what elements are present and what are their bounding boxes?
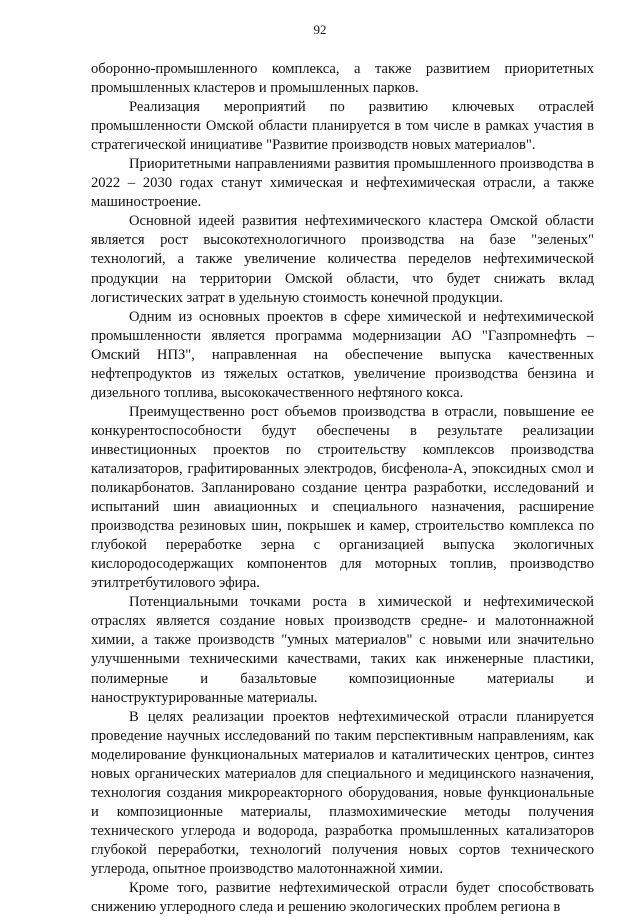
paragraph-cluster-idea: Основной идеей развития нефтехимического кластера Омской области является рост высокотехнологичного производства на базе "зеленых" технологий, а также увеличение количества переделов нефтехимической продукции на территории Омской области, что будет снижать вклад логистических затрат в удельную стоимость конечной продукции. <box>91 213 594 306</box>
paragraph-research-directions: В целях реализации проектов нефтехимической отрасли планируется проведение научных исследований по таким перспективным направлениям, как моделирование функциональных материалов и каталитических центров, синтез новых органических материалов для специального и медицинского назначения, технология создания микрореакторного оборудования, новые функциональные и композиционные материалы, плазмохимические методы получения технического углерода и водорода, разработка промышленных катализаторов глубокой переработки, технологий получения новых сортов технического углерода, опытное производство малотоннажной химии. <box>91 708 594 877</box>
document-body <box>91 60 594 917</box>
paragraph-refinery-modernization: Одним из основных проектов в сфере химической и нефтехимической промышленности является программа модернизации АО "Газпромнефть – Омский НПЗ", направленная на обеспечение выпуска качественных нефтепродуктов из тяжелых остатков, увеличение производства бензина и дизельного топлива, высококачественного нефтяного кокса. <box>91 308 594 401</box>
paragraph-carbon-footprint: Кроме того, развитие нефтехимической отрасли будет способствовать снижению углеродного следа и решению экологических проблем региона в <box>91 880 594 916</box>
page-number: 92 <box>313 22 327 37</box>
paragraph-investment-projects: Преимущественно рост объемов производства в отрасли, повышение ее конкурентоспособности будут обеспечены в результате реализации инвестиционных проектов по строительству комплексов производства катализаторов, графитированных электродов, бисфенола-А, эпоксидных смол и поликарбонатов. Запланировано создание центра разработки, исследований и испытаний шин авиационных и специального назначения, расширение производства резиновых шин, покрышек и камер, строительство комплекса по глубокой переработке зерна с организацией выпуска экологичных кислородосодержащих компонентов для моторных топлив, производство этилтретбутилового эфира. <box>91 403 594 592</box>
paragraph-strategic-initiative: Реализация мероприятий по развитию ключевых отраслей промышленности Омской области планируется в том числе в рамках участия в стратегической инициативе "Развитие производств новых материалов". <box>91 99 594 154</box>
paragraph-growth-points: Потенциальными точками роста в химической и нефтехимической отраслях является создание новых производств средне- и малотоннажной химии, а также производств "умных материалов" с новыми или значительно улучшенными техническими качествами, таких как инженерные пластики, полимерные и базальтовые композиционные материалы и наноструктурированные материалы. <box>91 594 594 706</box>
paragraph-priority-directions: Приоритетными направлениями развития промышленного производства в 2022 – 2030 годах станут химическая и нефтехимическая отрасли, а также машиностроение. <box>91 156 594 211</box>
paragraph-continuation: оборонно-промышленного комплекса, а также развитием приоритетных промышленных кластеров и промышленных парков. <box>91 61 594 97</box>
